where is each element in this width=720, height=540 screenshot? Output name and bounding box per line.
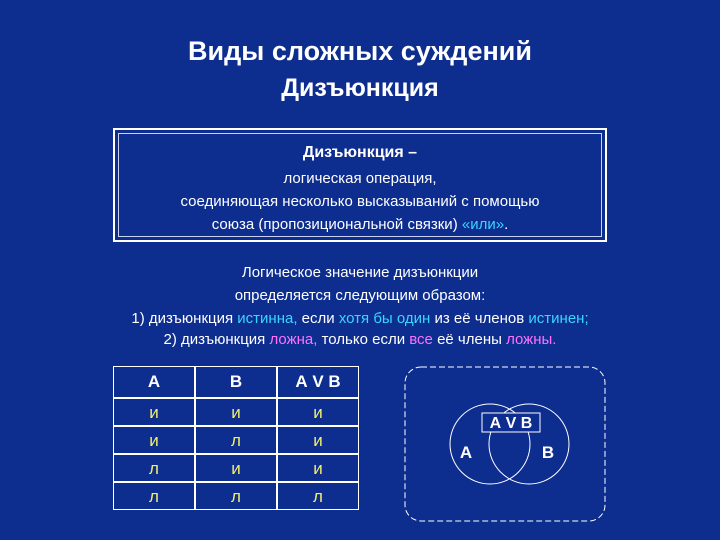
definition-term: Дизъюнкция – [302,144,418,161]
venn-label-a: А [459,443,473,462]
rule-true-f: истинен; [528,310,589,327]
cell-r2-ab: и [277,426,359,454]
rule-false-e: её члены [432,331,507,348]
cell-r4-ab: л [277,482,359,510]
venn-universe-frame [405,367,605,521]
definition-line-2: соединяющая несколько высказываний с помощью [180,193,540,210]
header-a-or-b: А V В [277,366,359,398]
paragraph-line-2: определяется следующим образом: [234,287,486,304]
cell-r2-a: и [113,426,195,454]
rule-false-f: ложны. [506,331,557,348]
cell-r1-ab: и [277,398,359,426]
rule-false-c: только если [317,331,410,348]
venn-diagram [404,364,610,526]
rule-false-d: все [409,331,433,348]
definition-line-3-text: союза (пропозициональной связки) [211,216,462,233]
cell-r3-b: и [195,454,277,482]
rule-true-c: если [297,310,339,327]
header-a: А [113,366,195,398]
cell-r4-b: л [195,482,277,510]
rule-true-d: хотя бы один [338,310,431,327]
rule-false-b: ложна, [269,331,318,348]
definition-or-highlight: «или» [461,216,505,233]
rule-true-e: из её членов [430,310,529,327]
slide-subtitle: Дизъюнкция [281,74,439,102]
cell-r3-ab: и [277,454,359,482]
rule-false-a: 2) дизъюнкция [163,331,270,348]
rule-false [0,331,720,348]
venn-union-label: А V В [489,415,533,432]
cell-r3-a: л [113,454,195,482]
definition-line-3 [115,216,605,233]
cell-r2-b: л [195,426,277,454]
paragraph-line-1: Логическое значение дизъюнкции [241,264,479,281]
cell-r1-b: и [195,398,277,426]
definition-line-3-end: . [504,216,509,233]
cell-r4-a: л [113,482,195,510]
cell-r1-a: и [113,398,195,426]
slide-title: Виды сложных суждений [188,36,532,66]
header-b: В [195,366,277,398]
rule-true-b: истинна, [237,310,298,327]
definition-line-1: логическая операция, [283,170,437,187]
venn-label-b: В [541,443,555,462]
rule-true [0,310,720,327]
rule-true-a: 1) дизъюнкция [131,310,238,327]
definition-box [113,128,607,242]
